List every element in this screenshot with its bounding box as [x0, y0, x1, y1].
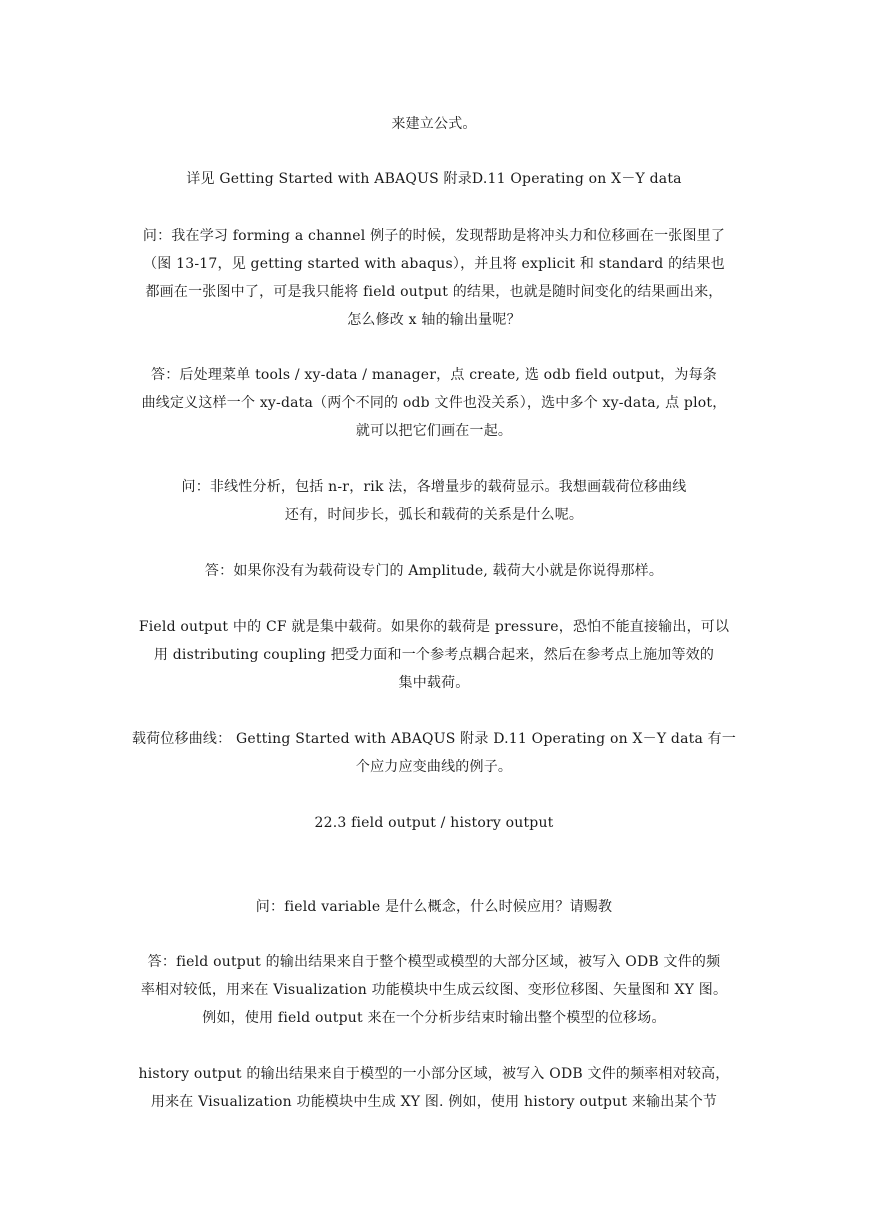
paragraph-formula-intro — [128, 110, 740, 138]
text-line: 例如，使用 field output 来在一个分析步结束时输出整个模型的位移场。 — [202, 1010, 666, 1026]
paragraph-reference — [128, 165, 740, 193]
text-line: 答：后处理菜单 tools / xy-data / manager，点 create, 选 odb field output，为每条 — [151, 367, 717, 383]
text-line: 答：field output 的输出结果来自于整个模型或模型的大部分区域，被写入 ODB 文件的频 — [147, 954, 721, 970]
paragraph-history-output — [128, 1060, 740, 1116]
text-line: （图 13-17，见 getting started with abaqus），并且将 explicit 和 standard 的结果也 — [143, 256, 725, 272]
text-line: 率相对较低，用来在 Visualization 功能模块中生成云纹图、变形位移图、矢量图和 XY 图。 — [140, 982, 728, 998]
text-line: 用来在 Visualization 功能模块中生成 XY 图. 例如，使用 history output 来输出某个节 — [150, 1094, 718, 1110]
section-heading-text: 22.3 field output / history output — [314, 815, 554, 831]
text-line: 问：非线性分析，包括 n-r，rik 法，各增量步的载荷显示。我想画载荷位移曲线 — [181, 479, 687, 495]
text-line: 来建立公式。 — [391, 116, 477, 132]
paragraph-answer-field-output — [128, 948, 740, 1032]
text-line: Field output 中的 CF 就是集中载荷。如果你的载荷是 pressure，恐怕不能直接输出，可以 — [138, 619, 730, 635]
text-line: 载荷位移曲线： Getting Started with ABAQUS 附录 D.11 Operating on X－Y data 有一 — [131, 731, 737, 747]
paragraph-question-forming-channel — [128, 222, 740, 334]
paragraph-answer-amplitude — [128, 557, 740, 585]
section-heading — [128, 809, 740, 837]
paragraph-field-output-cf — [128, 613, 740, 697]
text-line: 问：我在学习 forming a channel 例子的时候，发现帮助是将冲头力和位移画在一张图里了 — [142, 228, 726, 244]
text-line: 都画在一张图中了，可是我只能将 field output 的结果，也就是随时间变化的结果画出来， — [145, 284, 723, 300]
paragraph-answer-xy-data — [128, 361, 740, 445]
text-line: 还有，时间步长，弧长和载荷的关系是什么呢。 — [284, 507, 584, 523]
paragraph-question-nonlinear — [128, 473, 740, 529]
text-line: 用 distributing coupling 把受力面和一个参考点耦合起来，然后在参考点上施加等效的 — [153, 647, 715, 663]
text-line: 就可以把它们画在一起。 — [355, 423, 513, 439]
text-line: 答：如果你没有为载荷设专门的 Amplitude, 载荷大小就是你说得那样。 — [204, 563, 664, 579]
text-line: 问：field variable 是什么概念，什么时候应用？请赐教 — [255, 899, 613, 915]
text-line: 详见 Getting Started with ABAQUS 附录D.11 Operating on X－Y data — [186, 171, 682, 187]
paragraph-question-field-variable — [128, 893, 740, 921]
text-line: 集中载荷。 — [398, 675, 470, 691]
text-line: 个应力应变曲线的例子。 — [355, 759, 513, 775]
text-line: history output 的输出结果来自于模型的一小部分区域，被写入 ODB 文件的频率相对较高， — [138, 1066, 730, 1082]
paragraph-load-displacement — [128, 725, 740, 781]
text-line: 曲线定义这样一个 xy-data（两个不同的 odb 文件也没关系），选中多个 xy-data, 点 plot， — [141, 395, 727, 411]
text-line: 怎么修改 x 轴的输出量呢？ — [347, 312, 521, 328]
